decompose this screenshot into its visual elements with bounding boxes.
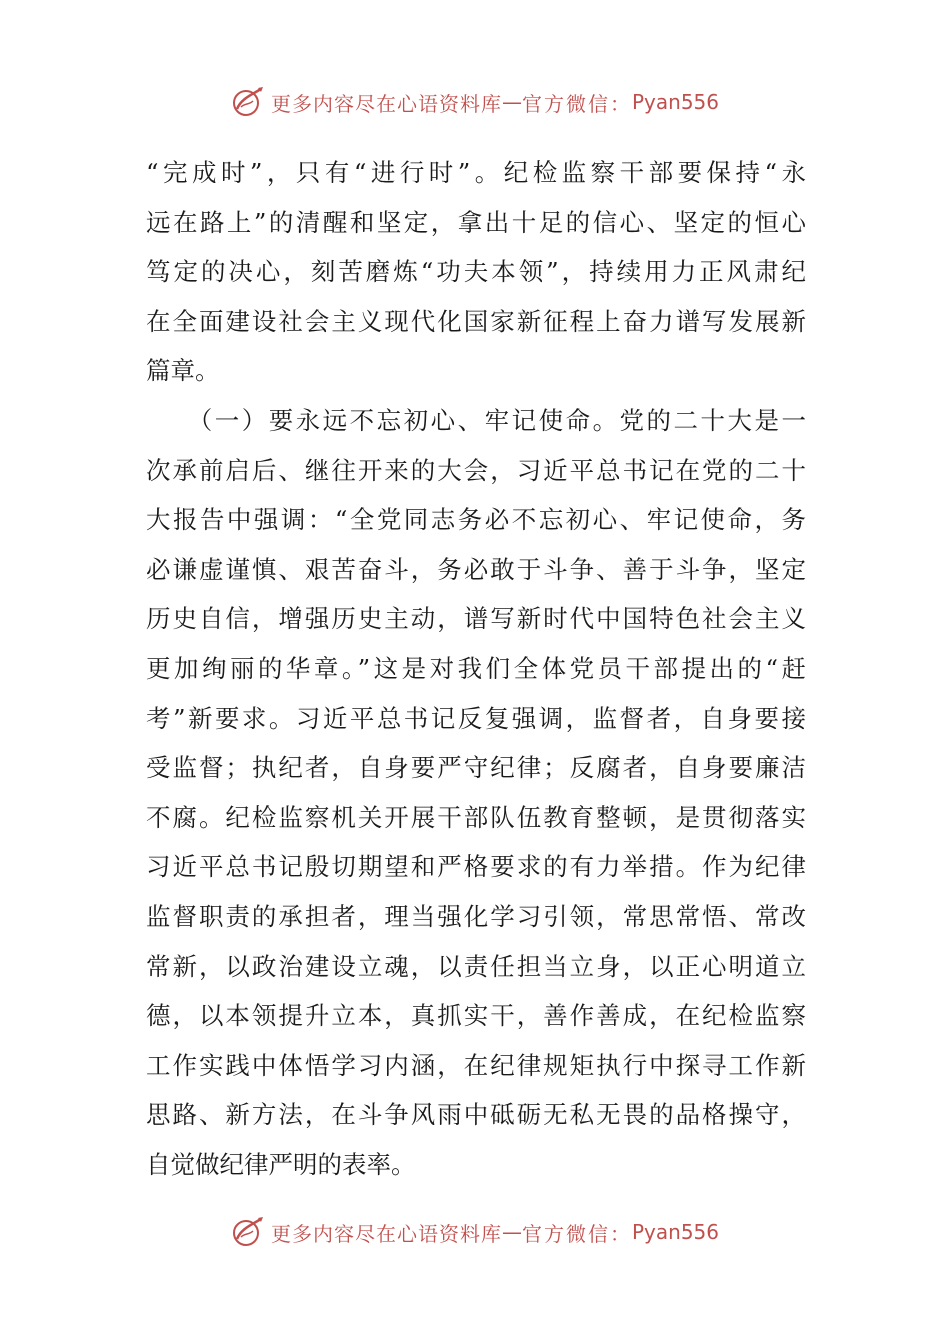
text-line: 在全面建设社会主义现代化国家新征程上奋力谱写发展新 <box>146 306 806 336</box>
banner-separator: — <box>501 90 522 114</box>
paragraph-2 <box>146 396 806 1190</box>
footer-banner <box>0 1212 950 1252</box>
pen-swirl-logo-icon <box>231 85 265 119</box>
text-line: 篇章。 <box>146 356 220 386</box>
text-line: 考”新要求。习近平总书记反复强调，监督者，自身要接 <box>146 703 806 733</box>
paragraph-1 <box>146 148 806 396</box>
wechat-label: 官方微信： <box>521 91 632 116</box>
wechat-label: 官方微信： <box>521 1221 632 1246</box>
brand-text: 更多内容尽在心语资料库 <box>270 91 502 116</box>
text-line: 常新，以政治建设立魂，以责任担当立身，以正心明道立 <box>146 951 806 981</box>
text-line: 思路、新方法，在斗争风雨中砥砺无私无畏的品格操守， <box>146 1100 806 1130</box>
text-line: 大报告中强调：“全党同志务必不忘初心、牢记使命，务 <box>146 505 806 535</box>
text-line: 远在路上”的清醒和坚定，拿出十足的信心、坚定的恒心 <box>146 207 806 237</box>
text-line: 自觉做纪律严明的表率。 <box>146 1149 416 1179</box>
brand-text: 更多内容尽在心语资料库 <box>270 1221 502 1246</box>
text-line: 习近平总书记殷切期望和严格要求的有力举措。作为纪律 <box>146 852 806 882</box>
text-line: 不腐。纪检监察机关开展干部队伍教育整顿，是贯彻落实 <box>146 802 806 832</box>
text-line: 历史自信，增强历史主动，谱写新时代中国特色社会主义 <box>146 604 806 634</box>
text-line: 笃定的决心，刻苦磨炼“功夫本领”，持续用力正风肃纪 <box>146 257 806 287</box>
document-body <box>146 148 806 1189</box>
text-line: 德，以本领提升立本，真抓实干，善作善成，在纪检监察 <box>146 1001 806 1031</box>
wechat-id: Pyan556 <box>631 90 719 114</box>
banner-separator: — <box>501 1220 522 1244</box>
text-line: 次承前启后、继往开来的大会，习近平总书记在党的二十 <box>146 455 806 485</box>
wechat-id: Pyan556 <box>631 1220 719 1244</box>
text-line: （一）要永远不忘初心、牢记使命。党的二十大是一 <box>146 405 806 435</box>
text-line: 必谦虚谨慎、艰苦奋斗，务必敢于斗争、善于斗争，坚定 <box>146 554 806 584</box>
text-line: 工作实践中体悟学习内涵，在纪律规矩执行中探寻工作新 <box>146 1050 806 1080</box>
header-banner <box>0 82 950 122</box>
text-line: “完成时”，只有“进行时”。纪检监察干部要保持“永 <box>146 158 806 187</box>
text-line: 更加绚丽的华章。”这是对我们全体党员干部提出的“赶 <box>146 653 806 683</box>
pen-swirl-logo-icon <box>231 1215 265 1249</box>
text-line: 受监督；执纪者，自身要严守纪律；反腐者，自身要廉洁 <box>146 753 806 783</box>
text-line: 监督职责的承担者，理当强化学习引领，常思常悟、常改 <box>146 901 806 931</box>
